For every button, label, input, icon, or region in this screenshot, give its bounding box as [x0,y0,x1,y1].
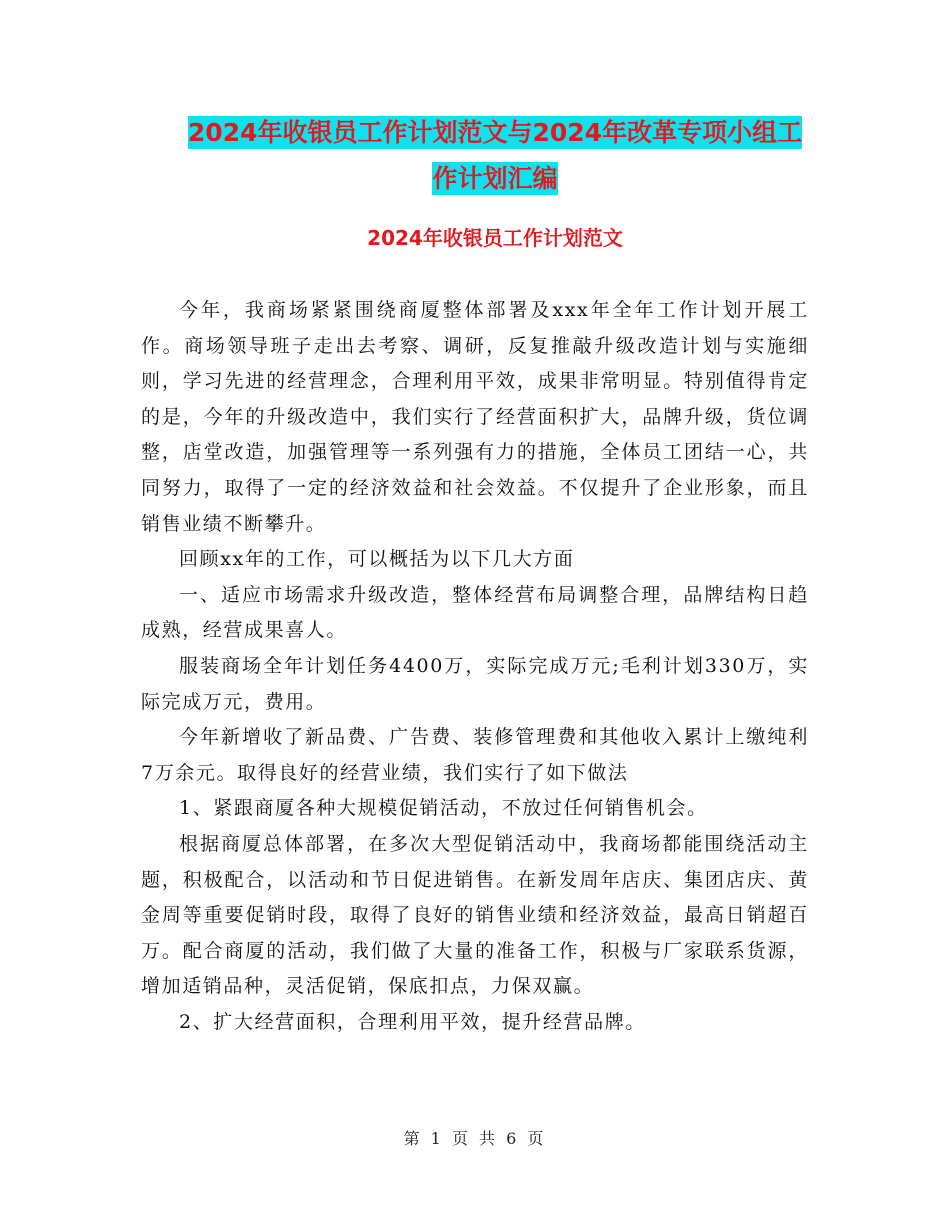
document-body [141,293,809,1040]
paragraph: 根据商厦总体部署，在多次大型促销活动中，我商场都能围绕活动主题，积极配合，以活动和节日促进销售。在新发周年店庆、集团店庆、黄金周等重要促销时段，取得了良好的销售业绩和经济效益，最高日销超百万。配合商厦的活动，我们做了大量的准备工作，积极与厂家联系货源，增加适销品种，灵活促销，保底扣点，力保双赢。 [141,832,809,998]
page-footer: 第 1 页 共 6 页 [403,1129,547,1148]
section-title: 2024年收银员工作计划范文 [367,226,623,250]
paragraph: 服装商场全年计划任务4400万，实际完成万元;毛利计划330万，实际完成万元，费用。 [141,654,809,713]
paragraph: 1、紧跟商厦各种大规模促销活动，不放过任何销售机会。 [179,797,708,820]
document-title-line1: 2024年收银员工作计划范文与2024年改革专项小组工 [187,118,803,147]
document-title [140,110,850,202]
paragraph: 2、扩大经营面积，合理利用平效，提升经营品牌。 [179,1010,646,1033]
paragraph: 今年新增收了新品费、广告费、装修管理费和其他收入累计上缴纯利7万余元。取得良好的经营业绩，我们实行了如下做法 [141,726,809,784]
paragraph: 回顾xx年的工作，可以概括为以下几大方面 [179,548,575,571]
paragraph: 一、适应市场需求升级改造，整体经营布局调整合理，品牌结构日趋成熟，经营成果喜人。 [141,583,809,642]
document-title-line2: 作计划汇编 [432,164,558,193]
paragraph: 今年，我商场紧紧围绕商厦整体部署及xxx年全年工作计划开展工作。商场领导班子走出去考察、调研，反复推敲升级改造计划与实施细则，学习先进的经营理念，合理利用平效，成果非常明显。特别值得肯定的是，今年的升级改造中，我们实行了经营面积扩大，品牌升级，货位调整，店堂改造，加强管理等一系列强有力的措施，全体员工团结一心，共同努力，取得了一定的经济效益和社会效益。不仅提升了企业形象，而且销售业绩不断攀升。 [141,299,809,535]
